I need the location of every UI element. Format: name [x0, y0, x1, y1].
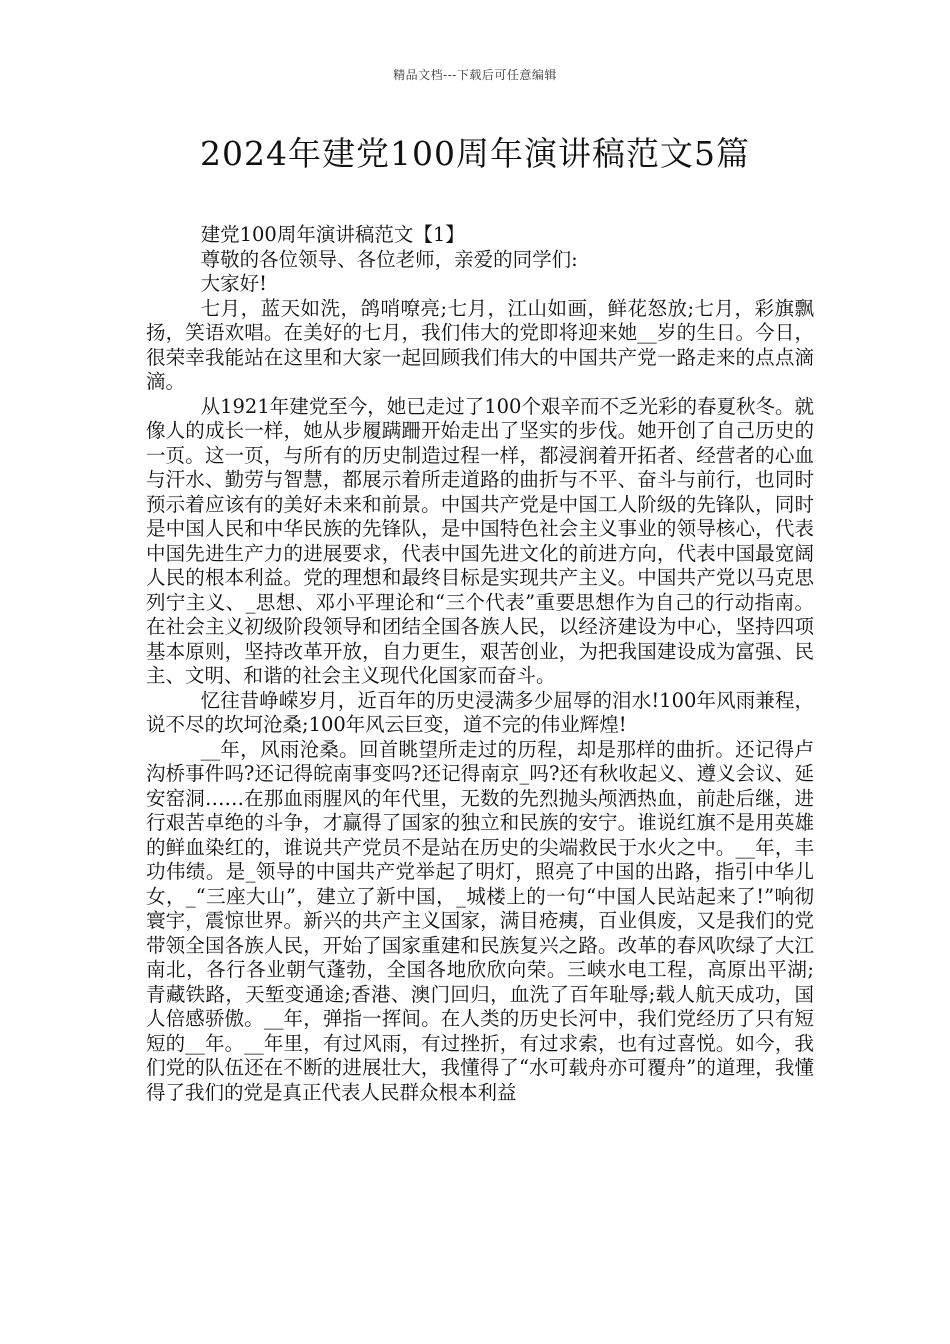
section-heading: 建党100周年演讲稿范文【1】 [200, 223, 465, 246]
body-paragraph: __年，风雨沧桑。回首眺望所走过的历程，却是那样的曲折。还记得卢沟桥事件吗?还记得皖南事变吗?还记得南京_吗?还有秋收起义、遵义会议、延安窑洞……在那血雨腥风的年代里，无数的先烈抛头颅洒热血，前赴后继，进行艰苦卓绝的斗争，才赢得了国家的独立和民族的安宁。谁说红旗不是用英雄的鲜血染红的，谁说共产党员不是站在历史的尖端救民于水火之中。__年，丰功伟绩。是_领导的中国共产党举起了明灯，照亮了中国的出路，指引中华儿女，_“三座大山”，建立了新中国，_城楼上的一句“中国人民站起来了!”响彻寰宇，震惊世界。新兴的共产主义国家，满目疮痍，百业俱废，又是我们的党带领全国各族人民，开始了国家重建和民族复兴之路。改革的春风吹绿了大江南北，各行各业朝气蓬勃，全国各地欣欣向荣。三峡水电工程，高原出平湖;青藏铁路，天堑变通途;香港、澳门回归，血洗了百年耻辱;载人航天成功，国人倍感骄傲。__年，弹指一挥间。在人类的历史长河中，我们党经历了只有短短的__年。__年里，有过风雨，有过挫折，有过求索，也有过喜悦。如今，我们党的队伍还在不断的进展壮大，我懂得了“水可载舟亦可覆舟”的道理，我懂得了我们的党是真正代表人民群众根本利益 [146, 737, 814, 1104]
body-paragraph: 从1921年建党至今，她已走过了100个艰辛而不乏光彩的春夏秋冬。就像人的成长一样，她从步履蹒跚开始走出了坚实的步伐。她开创了自己历史的一页。这一页，与所有的历史制造过程一样，都浸润着开拓者、经营者的心血与汗水、勤劳与智慧，都展示着所走道路的曲折与不平、奋斗与前行，也同时预示着应该有的美好未来和前景。中国共产党是中国工人阶级的先锋队，同时是中国人民和中华民族的先锋队，是中国特色社会主义事业的领导核心，代表中国先进生产力的进展要求，代表中国先进文化的前进方向，代表中国最宽阔人民的根本利益。党的理想和最终目标是实现共产主义。中国共产党以马克思列宁主义、_思想、邓小平理论和“三个代表”重要思想作为自己的行动指南。在社会主义初级阶段领导和团结全国各族人民，以经济建设为中心，坚持四项基本原则，坚持改革开放，自力更生，艰苦创业，为把我国建设成为富强、民主、文明、和谐的社会主义现代化国家而奋斗。 [146, 394, 814, 687]
document-body [146, 223, 814, 1105]
body-paragraph: 七月，蓝天如洗，鸽哨嘹亮;七月，江山如画，鲜花怒放;七月，彩旗飘扬，笑语欢唱。在美好的七月，我们伟大的党即将迎来她__岁的生日。今日，很荣幸我能站在这里和大家一起回顾我们伟大的中国共产党一路走来的点点滴滴。 [146, 296, 814, 393]
greeting: 大家好! [200, 272, 267, 295]
salutation: 尊敬的各位领导、各位老师，亲爱的同学们: [200, 247, 578, 271]
body-paragraph: 忆往昔峥嵘岁月，近百年的历史浸满多少屈辱的泪水!100年风雨兼程，说不尽的坎坷沧桑;100年风云巨变，道不完的伟业辉煌! [146, 688, 814, 736]
document-title: 2024年建党100周年演讲稿范文5篇 [200, 134, 750, 173]
page-header: 精品文档---下载后可任意编辑 [393, 68, 557, 82]
